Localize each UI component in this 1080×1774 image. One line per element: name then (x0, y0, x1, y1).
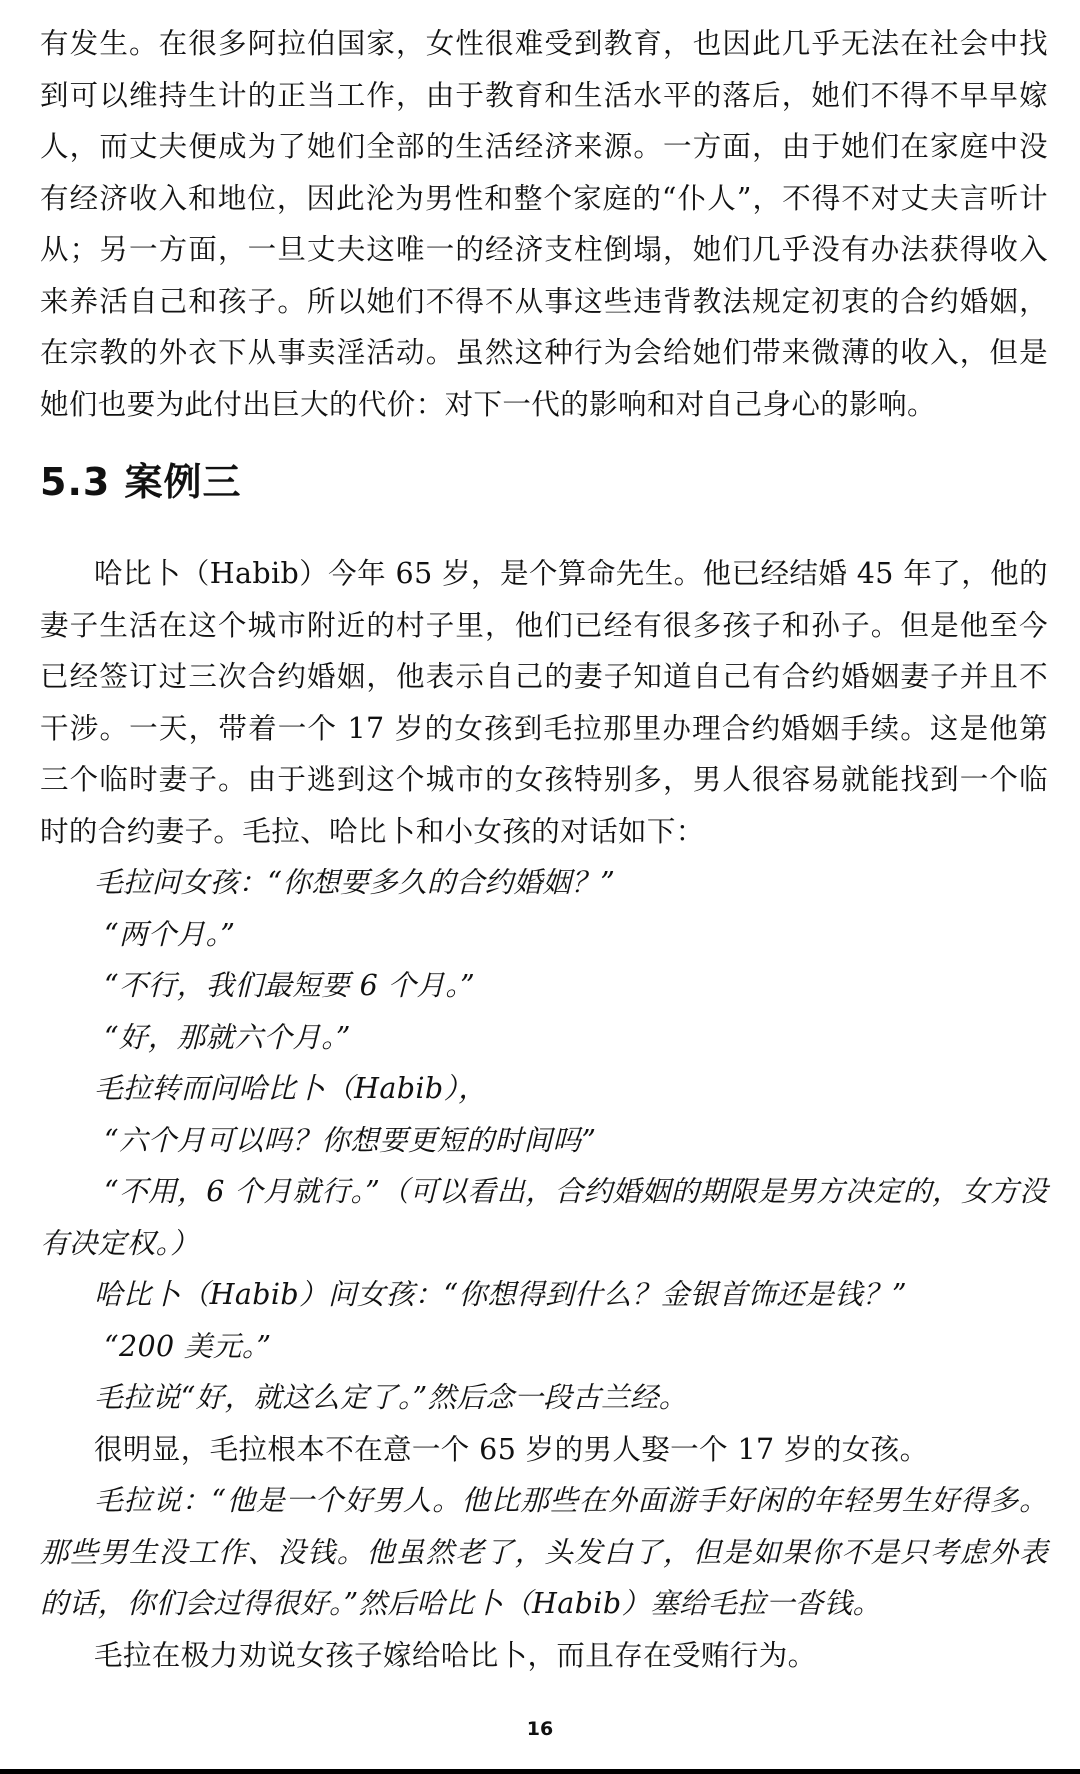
bottom-rule (0, 1769, 1080, 1774)
dialogue-line: 哈比卜（Habib）问女孩：“你想得到什么？金银首饰还是钱？” (94, 1278, 907, 1311)
dialogue-line: 毛拉说：“他是一个好男人。他比那些在外面游手好闲的年轻男生好得多。那些男生没工作、没钱。他虽然老了，头发白了，但是如果你不是只考虑外表的话，你们会过得很好。”然后哈比卜（Habib）塞给毛拉一沓钱。 (40, 1484, 1048, 1620)
dialogue-line: “200 美元。” (104, 1329, 272, 1363)
page-content (40, 18, 1048, 1681)
dialogue-line: 毛拉转而问哈比卜（Habib）， (94, 1072, 488, 1105)
case-intro-paragraph: 哈比卜（Habib）今年 65 岁，是个算命先生。他已经结婚 45 年了，他的妻子生活在这个城市附近的村子里，他们已经有很多孩子和孙子。但是他至今已经签订过三次合约婚姻，他表示自己的妻子知道自己有合约婚姻妻子并且不干涉。一天，带着一个 17 岁的女孩到毛拉那里办理合约婚姻手续。这是他第三个临时妻子。由于逃到这个城市的女孩特别多，男人很容易就能找到一个临时的合约妻子。毛拉、哈比卜和小女孩的对话如下： (40, 557, 1048, 848)
dialogue-line: 毛拉说“好，就这么定了。”然后念一段古兰经。 (94, 1381, 688, 1414)
dialogue-line: “好，那就六个月。” (104, 1020, 351, 1054)
section-heading: 5.3 案例三 (40, 460, 242, 504)
body-paragraph-continued: 有发生。在很多阿拉伯国家，女性很难受到教育，也因此几乎无法在社会中找到可以维持生计的正当工作，由于教育和生活水平的落后，她们不得不早早嫁人，而丈夫便成为了她们全部的生活经济来源。一方面，由于她们在家庭中没有经济收入和地位，因此沦为男性和整个家庭的“仆人”，不得不对丈夫言听计从；另一方面，一旦丈夫这唯一的经济支柱倒塌，她们几乎没有办法获得收入来养活自己和孩子。所以她们不得不从事这些违背教法规定初衷的合约婚姻，在宗教的外衣下从事卖淫活动。虽然这种行为会给她们带来微薄的收入，但是她们也要为此付出巨大的代价：对下一代的影响和对自己身心的影响。 (40, 27, 1048, 421)
dialogue-line: 毛拉问女孩：“你想要多久的合约婚姻？” (94, 866, 616, 899)
dialogue-line: “六个月可以吗？你想要更短的时间吗” (104, 1123, 597, 1157)
commentary-line: 毛拉在极力劝说女孩子嫁给哈比卜，而且存在受贿行为。 (94, 1638, 817, 1672)
dialogue-line: “不用，6 个月就行。”（可以看出，合约婚姻的期限是男方决定的，女方没有决定权。） (40, 1175, 1048, 1260)
dialogue-line: “两个月。” (104, 917, 236, 951)
page-number: 16 (526, 1718, 554, 1740)
commentary-line: 很明显，毛拉根本不在意一个 65 岁的男人娶一个 17 岁的女孩。 (94, 1432, 929, 1466)
dialogue-line: “不行，我们最短要 6 个月。” (104, 969, 476, 1002)
